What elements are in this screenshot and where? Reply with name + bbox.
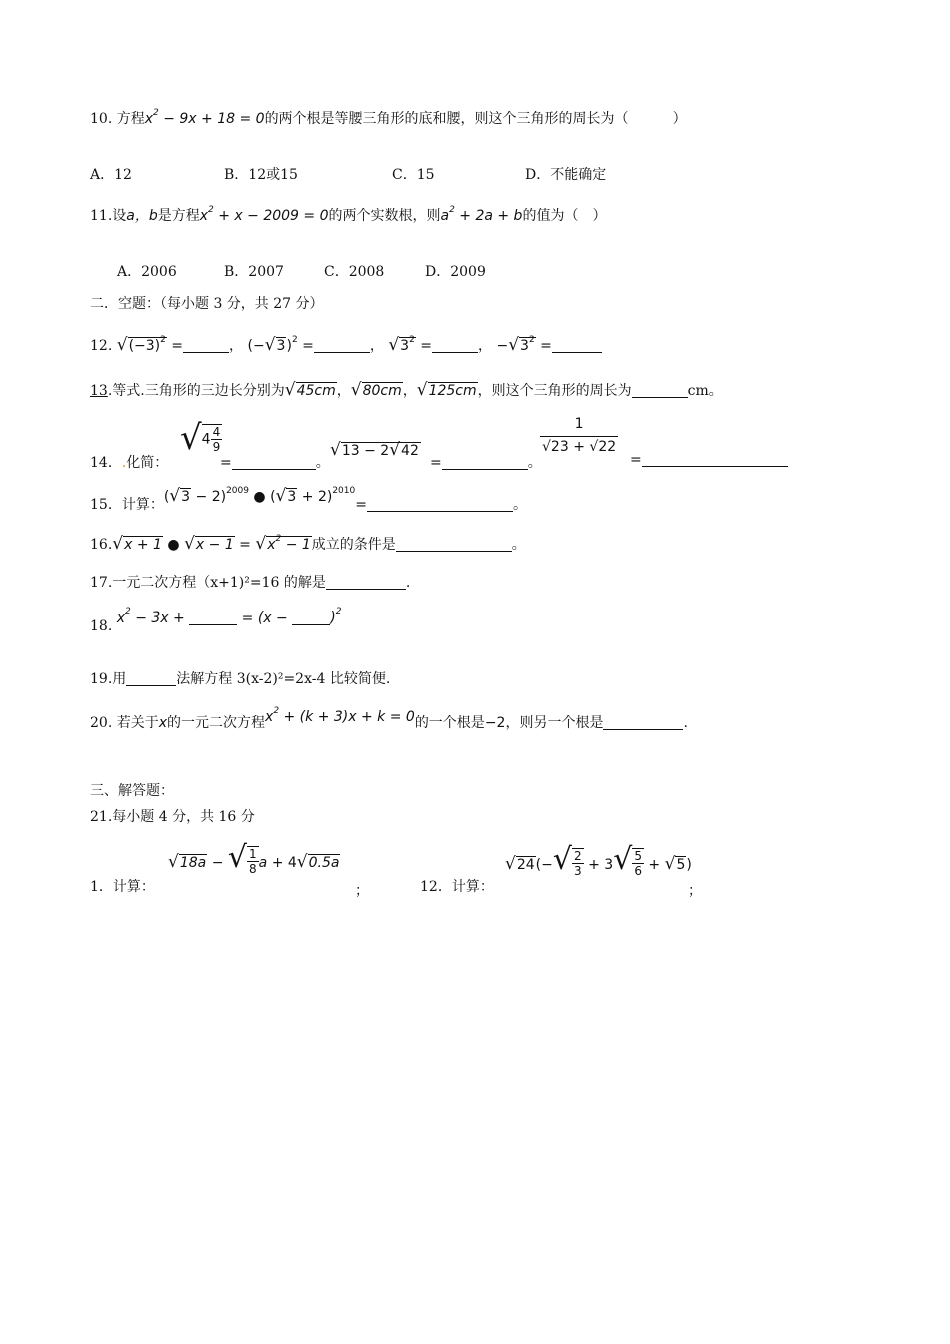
- q12-expr-3: $√3^2$: [388, 335, 415, 355]
- q11-number: 11.设: [90, 208, 127, 224]
- q15-expression: $(√3 - 2)^{2009}$ ● $(√3 + 2)^{2010}$: [163, 486, 356, 506]
- q19-post: 法解方程 3(x-2)²=2x-4 比较简便.: [176, 671, 391, 687]
- q14-expr-2: √13 − 2√42: [330, 440, 419, 460]
- q13-side-3: √125cm: [416, 380, 477, 400]
- q11-option-b[interactable]: B．2007: [224, 264, 284, 280]
- q12-expr-1: $√(-3)^2$: [116, 335, 166, 355]
- q20-pre: 若关于: [116, 715, 159, 731]
- q13-unit: cm。: [687, 383, 723, 399]
- q13-post: ，则这个三角形的周长为: [477, 383, 632, 399]
- q12-blank-3[interactable]: [432, 338, 478, 353]
- question-19: [90, 668, 390, 688]
- q11-expression: $a^2 + 2a + b$: [440, 205, 523, 224]
- question-15: 15．计算：$(√3 - 2)^{2009}$ ● $(√3 + 2)^{2010}=$ 。: [90, 486, 527, 513]
- q13-number: 13: [90, 383, 108, 399]
- sub-question-2-expression: √24(−√ $\frac{2}{3}$ + 3√ $\frac{5}{6}$ + √5): [505, 842, 692, 878]
- question-11: [90, 205, 606, 225]
- q14-number: 14．: [90, 455, 122, 471]
- q14-expr-1: √4 $\frac{4}{9}$: [180, 418, 221, 458]
- q11-vars: a，b: [126, 208, 158, 224]
- q12-expr-2: $(-√3)^2$: [247, 335, 298, 355]
- q20-root: −2: [484, 715, 506, 731]
- q10-pre: 方程: [116, 111, 145, 127]
- question-13: 13.等式.三角形的三边长分别为√45cm，√80cm，√125cm，则这个三角形的周长为 cm。: [90, 380, 723, 400]
- q18-blank-2[interactable]: [292, 610, 330, 625]
- q17-text: 17.一元二次方程（x+1)²=16 的解是: [90, 575, 326, 591]
- sub-question-1-expression: √18a − √ $\frac{1}{8}$ a + 4√0.5a: [168, 840, 340, 876]
- q11-equation: $x^2 + x - 2009 = 0$: [199, 205, 329, 224]
- q20-equation: $x^2 + (k + 3)x + k = 0$: [265, 706, 415, 725]
- sub-question-2-semicolon: ；: [688, 883, 702, 899]
- q12-blank-4[interactable]: [552, 338, 602, 353]
- q10-text: 的两个根是等腰三角形的底和腰，则这个三角形的周长为（: [264, 111, 629, 127]
- q12-blank-2[interactable]: [314, 338, 370, 353]
- q14-label: 化简：: [126, 455, 169, 471]
- q11-options: [117, 261, 486, 281]
- q13-side-1: √45cm: [284, 380, 336, 400]
- question-21: 21.每小题 4 分，共 16 分: [90, 809, 255, 825]
- question-12: 12. $√(-3)^2$ = ， $(-√3)^2$ = ， $√3^2$ = ， $-√3^2$ =: [90, 335, 602, 355]
- q19-blank[interactable]: [126, 671, 176, 686]
- q18-number: 18.: [90, 618, 113, 634]
- q10-equation: $x^2 - 9x + 18 = 0$: [144, 108, 265, 127]
- q15-blank[interactable]: [367, 497, 513, 512]
- q13-side-2: √80cm: [350, 380, 402, 400]
- section-2-title: 二．空题：（每小题 3 分，共 27 分）: [90, 296, 324, 312]
- q11-option-d[interactable]: D．2009: [425, 264, 486, 280]
- question-17: 17.一元二次方程（x+1)²=16 的解是 .: [90, 575, 411, 591]
- q13-text: .等式.三角形的三边长分别为: [107, 383, 285, 399]
- q16-equation: √x + 1 ● $√x - 1 = √x^2 - 1$: [112, 534, 311, 554]
- q10-options: [90, 164, 606, 184]
- q20-post: 的一个根是: [414, 715, 485, 731]
- q14-blank-2[interactable]: [442, 455, 528, 470]
- q14-blank-3[interactable]: [642, 452, 788, 467]
- q10-option-c[interactable]: C．15: [392, 167, 435, 183]
- q10-option-d[interactable]: D．不能确定: [525, 167, 607, 183]
- q10-option-a[interactable]: A．12: [90, 167, 132, 183]
- q14-expr-3: $\frac{1}{√23 + √22}$: [542, 416, 617, 455]
- question-16: 16.√x + 1 ● $√x - 1 = √x^2 - 1$成立的条件是 。: [90, 534, 526, 554]
- question-18: [90, 607, 342, 634]
- sub-question-2-label: 12．计算：: [420, 879, 494, 895]
- q11-option-c[interactable]: C．2008: [324, 264, 385, 280]
- q15-number: 15．计算：: [90, 497, 164, 513]
- sub-question-1-label: 1．计算：: [90, 879, 155, 895]
- q18-blank-1[interactable]: [189, 610, 237, 625]
- q11-option-a[interactable]: A．2006: [117, 264, 177, 280]
- q17-blank[interactable]: [326, 575, 406, 590]
- q16-number: 16.: [90, 537, 113, 553]
- q14-blank-1[interactable]: [232, 455, 316, 470]
- q20-var: x: [158, 715, 168, 731]
- q12-expr-4: $-√3^2$: [496, 335, 535, 355]
- section-3-title: 三、解答题：: [90, 783, 174, 799]
- q16-blank[interactable]: [396, 537, 512, 552]
- sub-question-1-semicolon: ；: [355, 883, 369, 899]
- q11-mid: 是方程: [157, 208, 200, 224]
- q20-mid: 的一元二次方程: [167, 715, 266, 731]
- q18-equation: $x^2 - 3x$ + = $(x - )^2$: [116, 607, 342, 626]
- q11-text: 的两个实数根，则: [328, 208, 441, 224]
- q10-option-b[interactable]: B．12或15: [224, 167, 298, 183]
- q16-post: 成立的条件是: [311, 537, 396, 553]
- q10-close: ）: [672, 111, 687, 127]
- q10-number: 10.: [90, 111, 113, 127]
- q20-end: ，则另一个根是: [505, 715, 604, 731]
- q11-end: 的值为（ ）: [522, 208, 607, 224]
- question-10: [90, 108, 687, 128]
- q12-blank-1[interactable]: [183, 338, 229, 353]
- question-20: 20. 若关于x的一元二次方程$x^2 + (k + 3)x + k = 0$的一个根是−2，则另一个根是 .: [90, 706, 688, 731]
- q13-blank[interactable]: [632, 383, 688, 398]
- q12-number: 12.: [90, 338, 113, 354]
- q20-blank[interactable]: [603, 715, 683, 730]
- q19-pre: 19.用: [90, 671, 127, 687]
- q20-number: 20.: [90, 715, 113, 731]
